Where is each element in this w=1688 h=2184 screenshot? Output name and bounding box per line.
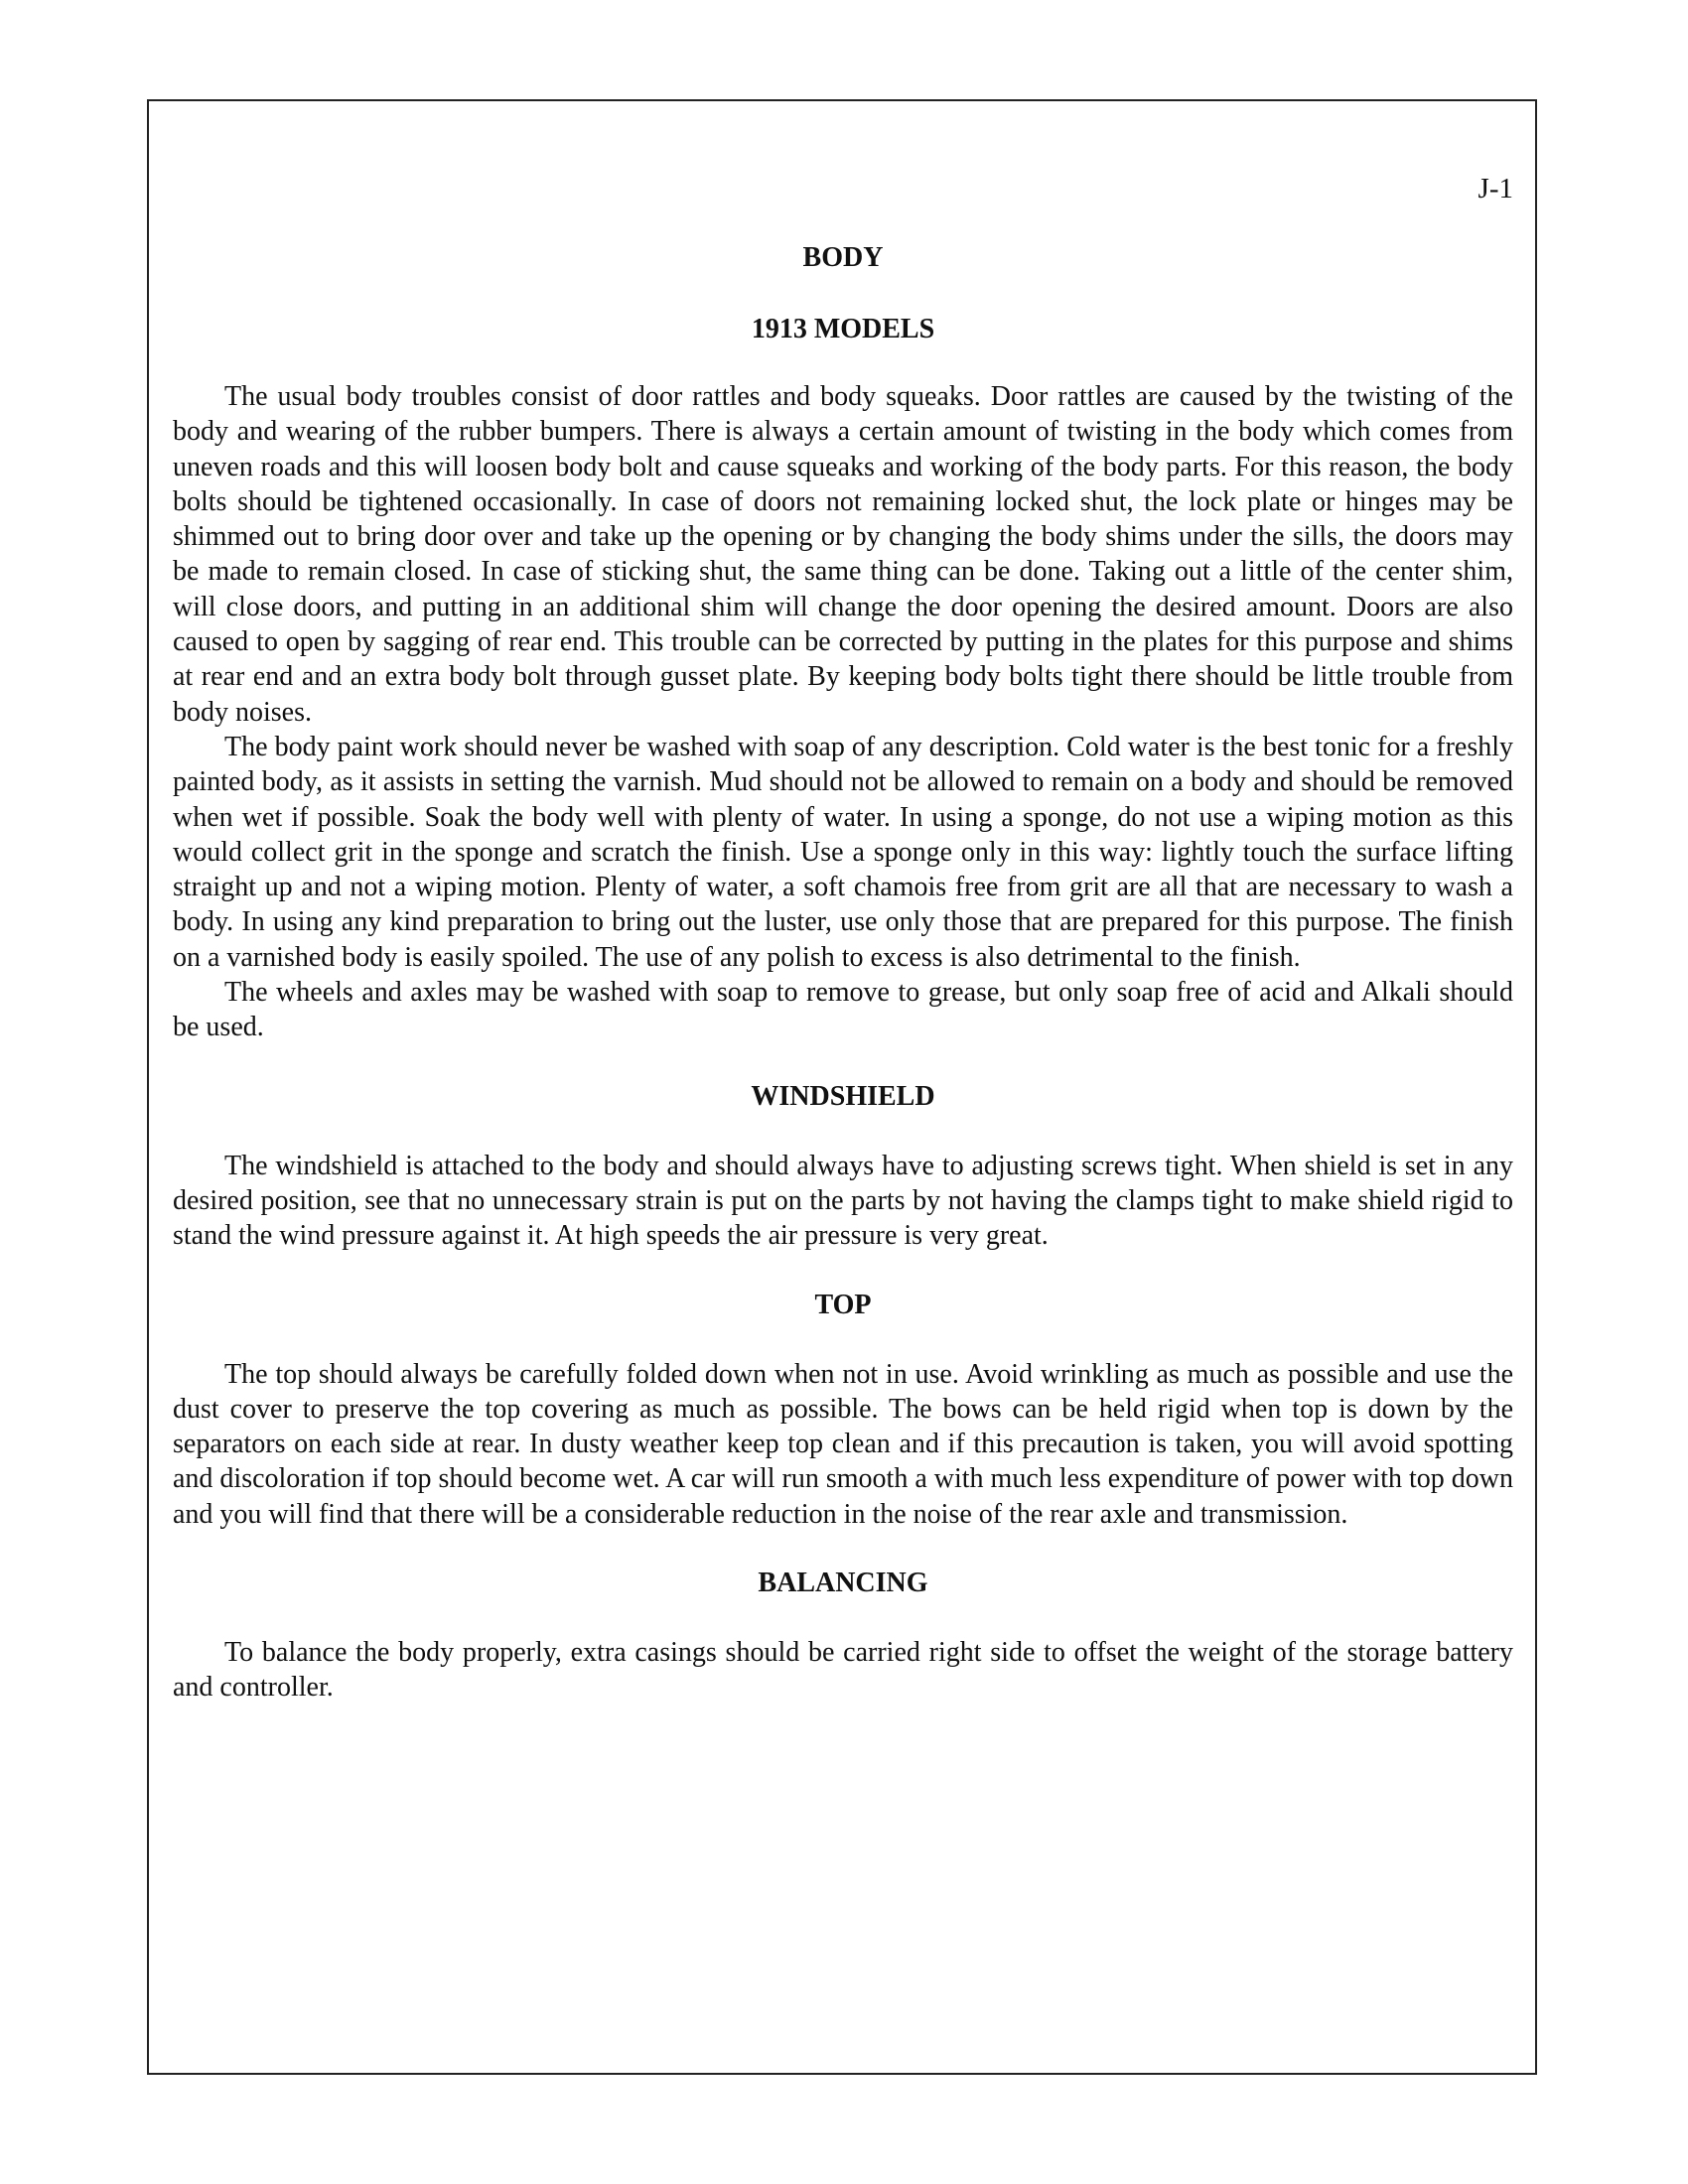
document-content xyxy=(173,171,1513,1706)
body-paragraph-1: The usual body troubles consist of door rattles and body squeaks. Door rattles are caused by the twisting of the body and wearing of the rubber bumpers. There is always a certain amount of twisting in the body which comes from uneven roads and this will loosen body bolt and cause squeaks and working of the body parts. For this reason, the body bolts should be tightened occasionally. In case of doors not remaining locked shut, the lock plate or hinges may be shimmed out to bring door over and take up the opening or by changing the body shims under the sills, the doors may be made to remain closed. In case of sticking shut, the same thing can be done. Taking out a little of the center shim, will close doors, and putting in an additional shim will change the door opening the desired amount. Doors are also caused to open by sagging of rear end. This trouble can be corrected by putting in the plates for this purpose and shims at rear end and an extra body bolt through gusset plate. By keeping body bolts tight there should be little trouble from body noises. xyxy=(173,381,1513,728)
page-number: J-1 xyxy=(1477,173,1513,205)
section-title-windshield: WINDSHIELD xyxy=(751,1080,935,1112)
top-paragraph-1: The top should always be carefully folded down when not in use. Avoid wrinkling as much as possible and use the dust cover to preserve the top covering as much as possible. The bows can be held rigid when top is down by the separators on each side at rear. In dusty weather keep top clean and if this precaution is taken, you will avoid spotting and discoloration if top should become wet. A car will run smooth a with much less expenditure of power with top down and you will find that there will be a considerable reduction in the noise of the rear axle and transmission. xyxy=(173,1358,1513,1530)
section-subtitle-1913-models: 1913 MODELS xyxy=(751,314,935,344)
windshield-paragraph-1: The windshield is attached to the body and should always have to adjusting screws tight. When shield is set in any desired position, see that no unnecessary strain is put on the parts by not having the clamps tight to make shield rigid to stand the wind pressure against it. At high speeds the air pressure is very great. xyxy=(173,1150,1513,1252)
body-paragraph-3: The wheels and axles may be washed with soap to remove to grease, but only soap free of acid and Alkali should be used. xyxy=(173,977,1513,1043)
balancing-paragraph-1: To balance the body properly, extra casings should be carried right side to offset the weight of the storage battery and controller. xyxy=(173,1637,1513,1704)
section-title-body: BODY xyxy=(802,242,884,273)
section-title-top: TOP xyxy=(814,1289,872,1320)
section-title-balancing: BALANCING xyxy=(758,1568,928,1599)
body-paragraph-2: The body paint work should never be washed with soap of any description. Cold water is the best tonic for a freshly painted body, as it assists in setting the varnish. Mud should not be allowed to remain on a body and should be removed when wet if possible. Soak the body well with plenty of water. In using a sponge, do not use a wiping motion as this would collect grit in the sponge and scratch the finish. Use a sponge only in this way: lightly touch the surface lifting straight up and not a wiping motion. Plenty of water, a soft chamois free from grit are all that are necessary to wash a body. In using any kind preparation to bring out the luster, use only those that are prepared for this purpose. The finish on a varnished body is easily spoiled. The use of any polish to excess is also detrimental to the finish. xyxy=(173,731,1513,973)
